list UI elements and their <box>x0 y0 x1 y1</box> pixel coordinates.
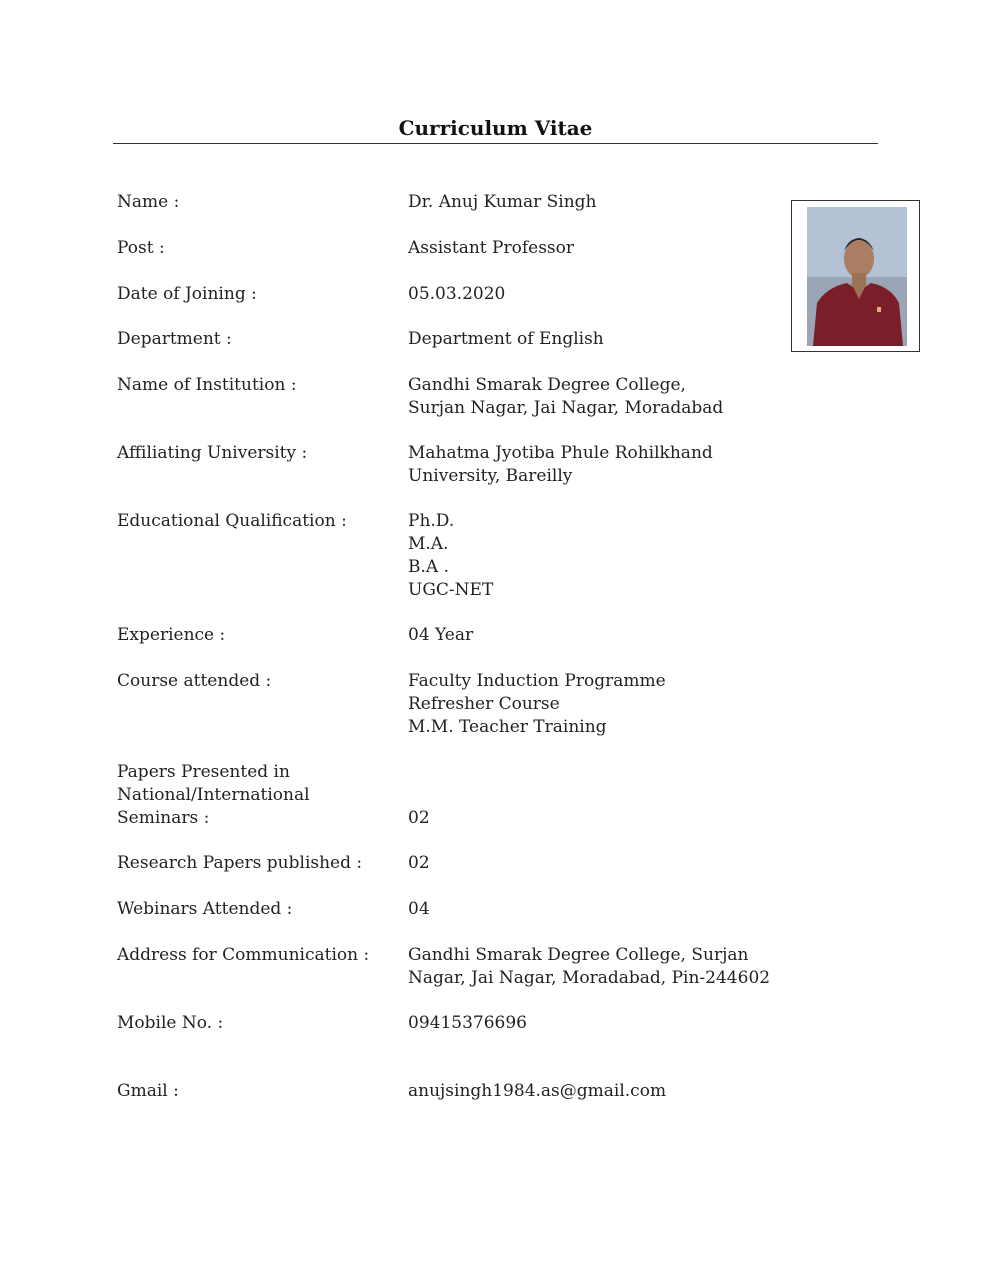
field-label: Name of Institution : <box>117 375 297 395</box>
field-value <box>408 510 788 602</box>
field-value-line: 04 Year <box>408 625 474 645</box>
field-value-line: UGC-NET <box>408 580 494 600</box>
field-value-line: anujsingh1984.as@gmail.com <box>408 1081 667 1101</box>
field-label: Department : <box>117 329 232 349</box>
field-value <box>408 807 788 830</box>
field-label: Gmail : <box>117 1081 179 1101</box>
field-value-line: University, Bareilly <box>408 466 573 486</box>
profile-photo <box>807 207 907 346</box>
field-label: Affiliating University : <box>117 443 308 463</box>
field-value-line: 05.03.2020 <box>408 284 506 304</box>
photo-frame <box>791 200 920 352</box>
field-value-line: Dr. Anuj Kumar Singh <box>408 192 597 212</box>
field-value <box>408 670 788 739</box>
field-value-line: Mahatma Jyotiba Phule Rohilkhand <box>408 443 713 463</box>
title-underline <box>113 143 878 144</box>
field-label: Research Papers published : <box>117 853 363 873</box>
field-value-line: Ph.D. <box>408 511 455 531</box>
document-title: Curriculum Vitae <box>398 116 593 140</box>
field-value <box>408 898 788 921</box>
field-value-line: B.A . <box>408 557 449 577</box>
field-value-line: M.A. <box>408 534 449 554</box>
field-value-line: M.M. Teacher Training <box>408 717 607 737</box>
field-label: Educational Qualification : <box>117 511 347 531</box>
field-value-line: Refresher Course <box>408 694 560 714</box>
field-value <box>408 374 788 420</box>
field-value-line: 04 <box>408 899 430 919</box>
field-label: Post : <box>117 238 165 258</box>
field-label <box>117 761 397 830</box>
field-value-line: Gandhi Smarak Degree College, Surjan <box>408 945 749 965</box>
field-value-line: 09415376696 <box>408 1013 527 1033</box>
field-label: Address for Communication : <box>117 945 370 965</box>
field-label-line: National/International <box>117 785 310 805</box>
field-value <box>408 283 788 306</box>
field-label: Date of Joining : <box>117 284 257 304</box>
field-value-line: Assistant Professor <box>408 238 574 258</box>
field-value <box>408 852 788 875</box>
field-value-line: Surjan Nagar, Jai Nagar, Moradabad <box>408 398 724 418</box>
field-value <box>408 624 788 647</box>
field-label-line: Seminars : <box>117 808 210 828</box>
field-label: Name : <box>117 192 180 212</box>
field-label: Experience : <box>117 625 226 645</box>
field-label: Mobile No. : <box>117 1013 224 1033</box>
field-value <box>408 944 828 990</box>
field-value-line: Gandhi Smarak Degree College, <box>408 375 686 395</box>
field-label: Webinars Attended : <box>117 899 293 919</box>
field-label-line: Papers Presented in <box>117 762 290 782</box>
field-value-line: Faculty Induction Programme <box>408 671 666 691</box>
field-label: Course attended : <box>117 671 272 691</box>
field-value <box>408 1080 788 1103</box>
field-value-line: Nagar, Jai Nagar, Moradabad, Pin-244602 <box>408 968 771 988</box>
field-value <box>408 237 788 260</box>
field-value <box>408 191 788 214</box>
field-value <box>408 1012 788 1035</box>
field-value-line: Department of English <box>408 329 604 349</box>
field-value <box>408 328 788 351</box>
field-value-line: 02 <box>408 853 430 873</box>
field-value <box>408 442 788 488</box>
person-silhouette-icon <box>807 207 907 346</box>
field-value-line: 02 <box>408 808 430 828</box>
